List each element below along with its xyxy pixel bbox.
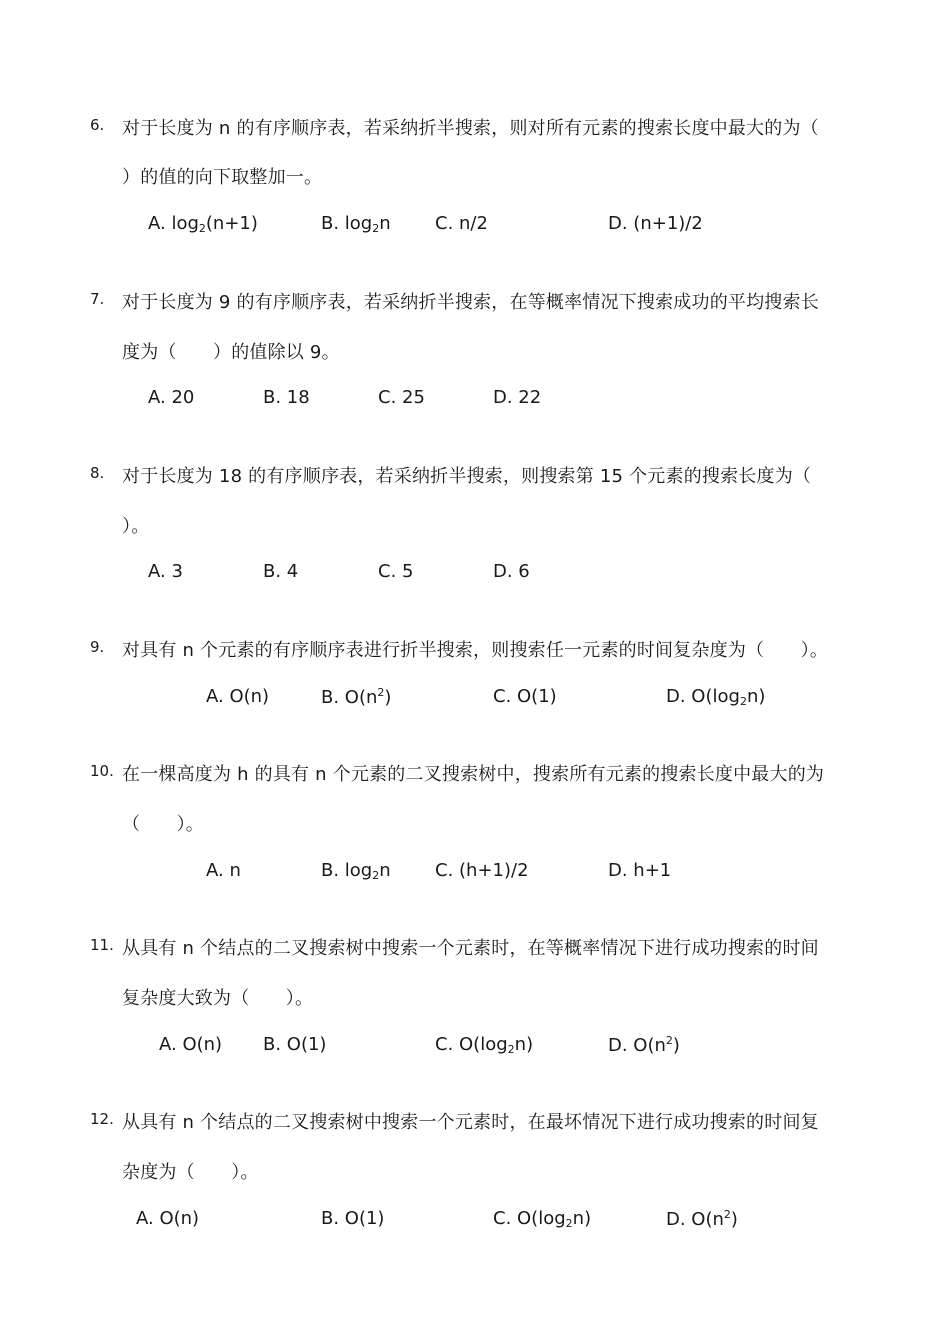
question-number: 9.: [90, 638, 105, 656]
option-b: B. 4: [263, 561, 299, 582]
question-text-line: （ ）。: [122, 814, 204, 835]
option-b: B. $O(n^2)$: [321, 686, 392, 708]
option-d: D. (n+1)/2: [608, 213, 703, 234]
option-d: D. 6: [493, 561, 530, 582]
question-text-line: 对于长度为 18 的有序顺序表，若采纳折半搜索，则搜索第 15 个元素的搜索长度为（: [122, 466, 812, 487]
question-text-line: 从具有 n 个结点的二叉搜索树中搜索一个元素时，在最坏情况下进行成功搜索的时间复: [122, 1112, 819, 1133]
option-c: C. (h+1)/2: [435, 860, 529, 881]
question-text-line: 在一棵高度为 h 的具有 n 个元素的二叉搜索树中，搜索所有元素的搜索长度中最大的为: [122, 764, 825, 785]
option-c: C. 25: [378, 387, 425, 408]
question-number: 8.: [90, 464, 105, 482]
question-text-line: 从具有 n 个结点的二叉搜索树中搜索一个元素时，在等概率情况下进行成功搜索的时间: [122, 938, 819, 959]
question-text-line: 度为（ ）的值除以 9。: [122, 342, 340, 363]
question-number: 12.: [90, 1110, 114, 1128]
option-b: B. O(1): [321, 1208, 385, 1229]
option-a: A. O(n): [206, 686, 270, 707]
option-b: B. $\log_2n$: [321, 213, 391, 235]
option-a: A. O(n): [136, 1208, 200, 1229]
question-number: 6.: [90, 116, 105, 134]
option-d: D. h+1: [608, 860, 672, 881]
question-text-line: 对具有 n 个元素的有序顺序表进行折半搜索，则搜索任一元素的时间复杂度为（ ）。: [122, 640, 829, 661]
option-c: C. n/2: [435, 213, 488, 234]
question-text-line: 复杂度大致为（ ）。: [122, 988, 314, 1009]
question-text-line: 对于长度为 9 的有序顺序表，若采纳折半搜索，在等概率情况下搜索成功的平均搜索长: [122, 292, 819, 313]
option-c: C. $O(\log_2n)$: [435, 1034, 534, 1056]
option-d: D. $O(n^2)$: [666, 1208, 738, 1230]
option-b: B. $\log_2n$: [321, 860, 391, 882]
option-b: B. 18: [263, 387, 310, 408]
question-number: 10.: [90, 762, 114, 780]
option-c: C. 5: [378, 561, 414, 582]
option-a: A. O(n): [159, 1034, 223, 1055]
option-a: A. n: [206, 860, 241, 881]
option-d: D. $O(\log_2n)$: [666, 686, 766, 708]
option-d: D. $O(n^2)$: [608, 1034, 680, 1056]
option-a: A. 20: [148, 387, 195, 408]
question-text-line: ）。: [122, 516, 150, 537]
option-d: D. 22: [493, 387, 542, 408]
question-text-line: 杂度为（ ）。: [122, 1162, 259, 1183]
question-text-line: ）的值的向下取整加一。: [122, 167, 323, 188]
option-a: A. 3: [148, 561, 183, 582]
question-number: 11.: [90, 936, 114, 954]
option-a: A. $\log_2(n+1)$: [148, 213, 258, 235]
option-c: C. O(1): [493, 686, 557, 707]
question-number: 7.: [90, 290, 105, 308]
question-text-line: 对于长度为 n 的有序顺序表，若采纳折半搜索，则对所有元素的搜索长度中最大的为（: [122, 118, 819, 139]
option-b: B. O(1): [263, 1034, 327, 1055]
option-c: C. $O(\log_2n)$: [493, 1208, 592, 1230]
